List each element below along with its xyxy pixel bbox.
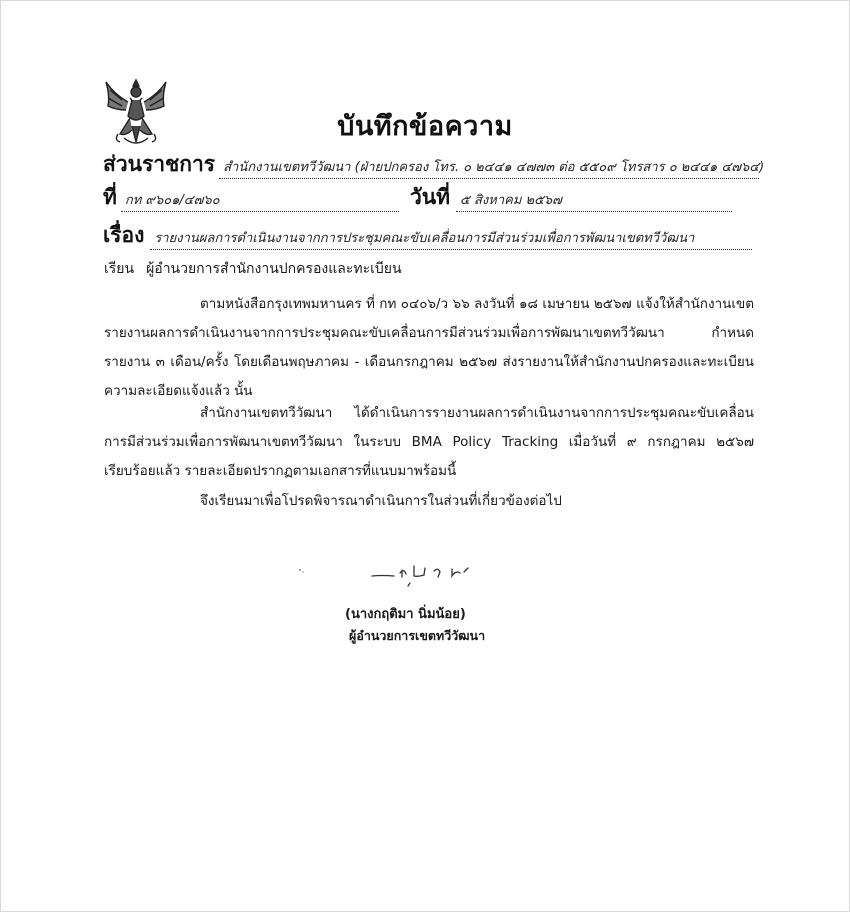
date-value: ๕ สิงหาคม ๒๕๖๗ [456,189,732,212]
ink-dot-icon [297,566,307,576]
subject-row [103,219,752,252]
signer-name: (นางกฤติมา นิ่มน้อย) [345,607,466,622]
agency-row [103,148,765,181]
date-label: วันที่ [410,185,450,209]
body-paragraph [104,290,754,406]
signer-position: ผู้อำนวยการเขตทวีวัฒนา [349,628,486,643]
date-row [410,181,732,214]
handwritten-signature-icon [368,556,478,588]
reference-number-row [103,181,399,214]
salutation-prefix: เรียน [104,261,135,277]
salutation-recipient: ผู้อำนวยการสำนักงานปกครองและทะเบียน [146,261,402,277]
body-paragraph [104,399,754,486]
agency-label: ส่วนราชการ [103,152,216,176]
reference-number-value: กท ๙๖๐๑/๔๗๖๐ [121,189,399,212]
body-paragraph [104,487,754,516]
paragraph-text: ตามหนังสือกรุงเทพมหานคร ที่ กท ๐๔๐๖/ว ๖๖ ลงวันที่ ๑๘ เมษายน ๒๕๖๗ แจ้งให้สำนักงานเขต รายงานผลการดำเนินงานจากการประชุมคณะขับเคลื่อนการมีส่วนร่วมเพื่อการพัฒนาเขตทวีวัฒนา กำหนดรายงาน ๓ เดือน/ครั้ง โดยเดือนพฤษภาคม - เดือนกรกฎาคม ๒๕๖๗ ส่งรายงานให้สำนักงานปกครองและทะเบียน ความละเอียดแจ้งแล้ว นั้น [104,296,754,399]
agency-value: สำนักงานเขตทวีวัฒนา (ฝ่ายปกครอง โทร. ๐ ๒๔๔๑ ๔๗๗๓ ต่อ ๕๕๐๙ โทรสาร ๐ ๒๔๔๑ ๔๗๖๔) [219,156,759,179]
salutation [104,258,402,280]
reference-number-label: ที่ [103,185,117,209]
subject-value: รายงานผลการดำเนินงานจากการประชุมคณะขับเคลื่อนการมีส่วนร่วมเพื่อการพัฒนาเขตทวีวัฒนา [150,227,752,250]
paragraph-text: สำนักงานเขตทวีวัฒนา ได้ดำเนินการรายงานผลการดำเนินงานจากการประชุมคณะขับเคลื่อน การมีส่วนร่วมเพื่อการพัฒนาเขตทวีวัฒนา ในระบบ BMA Policy Tracking เมื่อวันที่ ๙ กรกฎาคม ๒๕๖๗ เรียบร้อยแล้ว รายละเอียดปรากฏตามเอกสารที่แนบมาพร้อมนี้ [104,405,754,479]
subject-label: เรื่อง [103,223,145,247]
document-title: บันทึกข้อความ [337,111,513,142]
paragraph-text: จึงเรียนมาเพื่อโปรดพิจารณาดำเนินการในส่วนที่เกี่ยวข้องต่อไป [200,493,562,509]
